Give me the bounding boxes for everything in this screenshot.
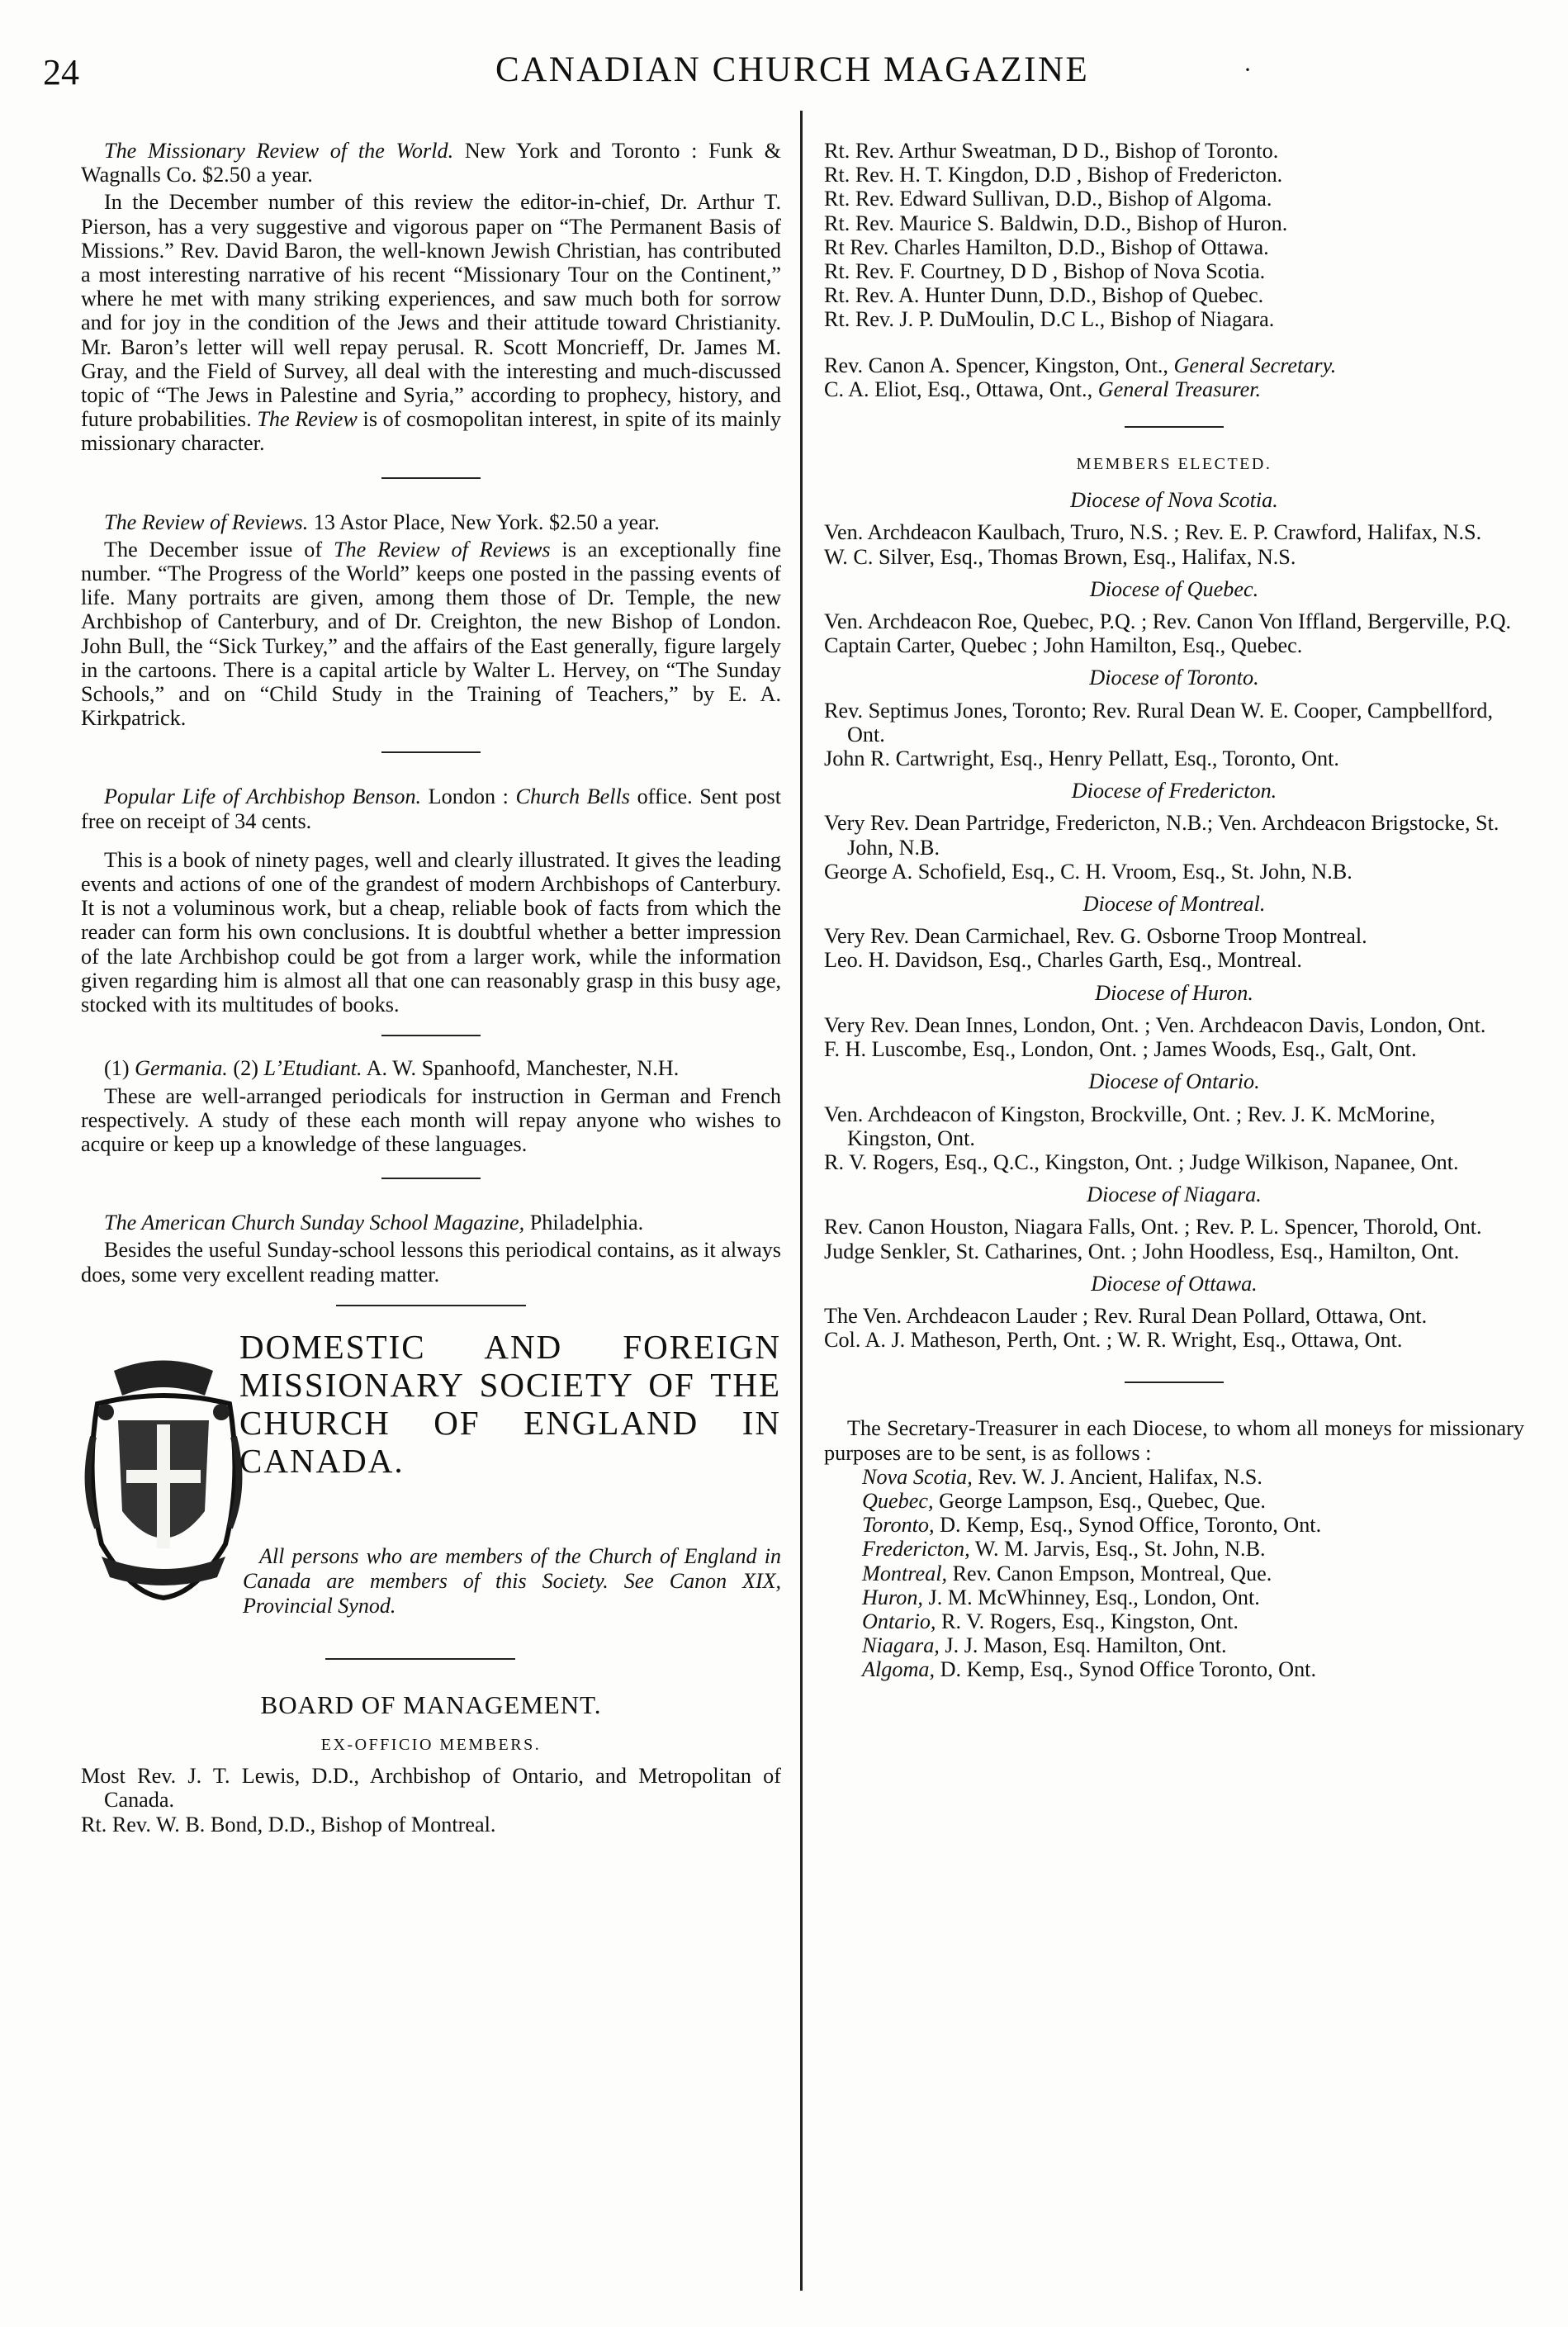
diocese-huron — [824, 981, 1524, 1062]
germania-notice — [81, 1056, 781, 1156]
treasurer-entry: Fredericton, W. M. Jarvis, Esq., St. John, N.B. — [862, 1537, 1266, 1562]
board-member: Rt. Rev. W. B. Bond, D.D., Bishop of Montreal. — [81, 1812, 496, 1836]
diocese-entry: Ven. Archdeacon of Kingston, Brockville, Ont. ; Rev. J. K. McMorine, Kingston, Ont. — [824, 1102, 1436, 1150]
section-separator — [325, 1658, 515, 1660]
diocese-heading: Diocese of Nova Scotia. — [1070, 488, 1278, 513]
notice-heading: (1) Germania. (2) L’Etudiant. A. W. Spanhoofd, Manchester, N.H. — [104, 1056, 680, 1081]
society-title: DOMESTIC AND FOREIGN MISSIONARY SOCIETY OF THE CHURCH OF ENGLAND IN CANADA. — [239, 1327, 781, 1480]
society-note: All persons who are members of the Church of England in Canada are members of this Society. See Canon XIX, Provincial Synod. — [243, 1543, 781, 1618]
officer-entry: Rev. Canon A. Spencer, Kingston, Ont., General Secretary. — [824, 353, 1337, 377]
notice-publisher: A. W. Spanhoofd, Manchester, N.H. — [362, 1056, 680, 1081]
section-separator — [381, 1178, 481, 1179]
diocese-entry: Col. A. J. Matheson, Perth, Ont. ; W. R. Wright, Esq., Ottawa, Ont. — [824, 1328, 1403, 1353]
diocese-entry: Captain Carter, Quebec ; John Hamilton, Esq., Quebec. — [824, 633, 1303, 658]
diocese-toronto — [824, 666, 1524, 770]
diocese-ontario — [824, 1069, 1524, 1174]
notice-title: The Missionary Review of the World. — [104, 139, 454, 163]
treasurers-list — [824, 1465, 1524, 1682]
notice-body: In the December number of this review the editor-in-chief, Dr. Arthur T. Pierson, has a very suggestive and vigorous paper on “The Permanent Basis of Missions.” Rev. David Baron, the well-known Jewish Christian, has contributed a most interesting narrative of his recent “Missionary Tour on the Continent,” where he met with many striking experiences, and saw much both for sorrow and for joy in the condition of the Jews and their attitude toward Christianity. Mr. Baron’s letter will well repay perusal. R. Scott Moncrieff, Dr. James M. Gray, and the Field of Survey, all deal with the interesting and much-discussed topic of “The Jews in Palestine and Syria,” according to prophecy, history, and future probabilities. The Review is of cosmopolitan interest, in spite of its mainly missionary character. — [81, 190, 781, 456]
treasurers-intro: The Secretary-Treasurer in each Diocese, to whom all moneys for missionary purposes are to be sent, is as follows : — [824, 1416, 1524, 1465]
treasurer-entry: Niagara, J. J. Mason, Esq. Hamilton, Ont. — [862, 1633, 1227, 1658]
notice-title: The Review of Reviews. — [104, 509, 309, 534]
notice-heading — [81, 510, 781, 534]
diocese-heading: Diocese of Huron. — [1095, 980, 1253, 1005]
diocese-entry: George A. Schofield, Esq., C. H. Vroom, Esq., St. John, N.B. — [824, 859, 1352, 884]
diocese-quebec — [824, 577, 1524, 658]
members-elected-heading: MEMBERS ELECTED. — [1076, 455, 1272, 474]
diocese-heading: Diocese of Fredericton. — [1071, 779, 1277, 803]
society-crest-icon — [81, 1354, 246, 1602]
society-banner — [81, 1328, 781, 1658]
treasurer-entry: Toronto, D. Kemp, Esq., Synod Office, Toronto, Ont. — [862, 1513, 1322, 1538]
notice-body: Besides the useful Sunday-school lessons this periodical contains, as it always does, some very excellent reading matter. — [81, 1238, 781, 1287]
board-title: BOARD OF MANAGEMENT. — [260, 1690, 602, 1719]
notice-title: Germania. — [135, 1056, 228, 1081]
notice-title: Popular Life of Archbishop Benson. — [104, 784, 422, 809]
notice-title: The American Church Sunday School Magazine, — [104, 1211, 525, 1235]
section-separator — [381, 1035, 481, 1036]
diocese-heading: Diocese of Toronto. — [1089, 666, 1259, 690]
diocese-heading: Diocese of Ontario. — [1088, 1069, 1260, 1094]
review-of-reviews-notice — [81, 510, 781, 731]
bishops-list — [824, 139, 1524, 332]
diocese-entry: Leo. H. Davidson, Esq., Charles Garth, Esq., Montreal. — [824, 948, 1302, 973]
left-column — [81, 139, 781, 1836]
treasurer-entry: Nova Scotia, Rev. W. J. Ancient, Halifax, N.S. — [862, 1464, 1262, 1489]
diocese-entry: Very Rev. Dean Partridge, Fredericton, N.B.; Ven. Archdeacon Brigstocke, St. John, N.B. — [824, 811, 1499, 860]
diocese-entry: Very Rev. Dean Carmichael, Rev. G. Osborne Troop Montreal. — [824, 924, 1367, 949]
notice-heading — [81, 139, 781, 187]
notice-body: The December issue of The Review of Reviews is an exceptionally fine number. “The Progress of the World” keeps one posted in the passing events of life. Many portraits are given, among them those of Dr. Temple, the new Archbishop of Canterbury, and of Dr. Creighton, the new Bishop of London. John Bull, the “Sick Turkey,” and the affairs of the East generally, figure largely in the cartoons. There is a capital article by Walter L. Hervey, on “The Sunday Schools,” and on “Child Study in the Training of Teachers,” by E. A. Kirkpatrick. — [81, 537, 781, 731]
bishop-entry: Rt. Rev. F. Courtney, D D , Bishop of Nova Scotia. — [824, 259, 1266, 284]
notice-title-2: L’Etudiant. — [263, 1056, 362, 1081]
bishop-entry: Rt. Rev. A. Hunter Dunn, D.D., Bishop of Quebec. — [824, 283, 1264, 308]
section-separator — [381, 751, 481, 753]
diocese-entry: Rev. Septimus Jones, Toronto; Rev. Rural Dean W. E. Cooper, Campbellford, Ont. — [824, 698, 1494, 746]
page-number: 24 — [43, 52, 79, 92]
treasurer-entry: Montreal, Rev. Canon Empson, Montreal, Que. — [862, 1561, 1272, 1585]
diocese-entry: F. H. Luscombe, Esq., London, Ont. ; James Woods, Esq., Galt, Ont. — [824, 1037, 1417, 1062]
treasurer-entry: Algoma, D. Kemp, Esq., Synod Office Toronto, Ont. — [862, 1657, 1317, 1682]
section-separator — [1125, 1382, 1224, 1383]
board-member: Most Rev. J. T. Lewis, D.D., Archbishop of Ontario, and Metropolitan of Canada. — [81, 1764, 781, 1813]
bishop-entry: Rt. Rev. Arthur Sweatman, D D., Bishop of Toronto. — [824, 139, 1279, 163]
diocese-heading: Diocese of Montreal. — [1082, 892, 1266, 917]
board-of-management — [81, 1690, 781, 1836]
general-officers — [824, 353, 1524, 401]
notice-heading — [81, 1211, 781, 1235]
right-column — [824, 139, 1524, 1682]
bishop-entry: Rt. Rev. H. T. Kingdon, D.D , Bishop of Fredericton. — [824, 163, 1283, 187]
diocese-heading: Diocese of Niagara. — [1087, 1182, 1262, 1207]
notice-publisher: Philadelphia. — [524, 1211, 644, 1235]
diocese-heading: Diocese of Ottawa. — [1091, 1271, 1258, 1296]
officer-entry: C. A. Eliot, Esq., Ottawa, Ont., General Treasurer. — [824, 377, 1262, 401]
notice-body: This is a book of ninety pages, well and clearly illustrated. It gives the leading events and actions of one of the grandest of modern Archbishops of Canterbury. It is not a voluminous work, but a cheap, reliable book of facts from which the reader can form his own conclusions. It is doubtful whether a better impression of the late Archbishop could be got from a larger work, while the information given regarding him is almost all that one can reasonably grasp in this busy age, stocked with its multitudes of books. — [81, 847, 781, 1017]
section-separator — [1125, 426, 1224, 428]
notice-body: These are well-arranged periodicals for instruction in German and French respectively. A study of these each month will repay anyone who wishes to acquire or keep up a knowledge of these languages. — [81, 1083, 781, 1156]
bishop-entry: Rt. Rev. J. P. DuMoulin, D.C L., Bishop of Niagara. — [824, 307, 1275, 332]
notice-publisher: 13 Astor Place, New York. $2.50 a year. — [308, 509, 660, 534]
treasurer-entry: Huron, J. M. McWhinney, Esq., London, Ont. — [862, 1585, 1260, 1609]
diocese-entry: Very Rev. Dean Innes, London, Ont. ; Ven. Archdeacon Davis, London, Ont. — [824, 1012, 1486, 1037]
bishop-entry: Rt. Rev. Maurice S. Baldwin, D.D., Bishop of Huron. — [824, 211, 1288, 235]
diocese-ottawa — [824, 1272, 1524, 1353]
american-church-notice — [81, 1211, 781, 1287]
diocese-entry: R. V. Rogers, Esq., Q.C., Kingston, Ont. ; Judge Wilkison, Napanee, Ont. — [824, 1149, 1459, 1174]
page-header — [0, 43, 1568, 92]
diocese-entry: The Ven. Archdeacon Lauder ; Rev. Rural Dean Pollard, Ottawa, Ont. — [824, 1303, 1428, 1328]
diocese-entry: Ven. Archdeacon Kaulbach, Truro, N.S. ; Rev. E. P. Crawford, Halifax, N.S. — [824, 520, 1482, 545]
notice-publisher: New York and Toronto : Funk & Wagnalls Co. $2.50 a year. — [81, 139, 781, 187]
bishop-entry: Rt Rev. Charles Hamilton, D.D., Bishop of Ottawa. — [824, 235, 1269, 259]
diocese-fredericton — [824, 779, 1524, 884]
running-title: CANADIAN CHURCH MAGAZINE — [495, 50, 1090, 89]
diocese-entry: John R. Cartwright, Esq., Henry Pellatt, Esq., Toronto, Ont. — [824, 746, 1339, 771]
diocese-nova-scotia — [824, 488, 1524, 569]
diocese-heading: Diocese of Quebec. — [1089, 576, 1259, 601]
notice-heading: Popular Life of Archbishop Benson. London : Church Bells office. Sent post free on receipt of 34 cents. — [81, 784, 782, 833]
diocese-niagara — [824, 1182, 1524, 1263]
diocese-entry: W. C. Silver, Esq., Thomas Brown, Esq., Halifax, N.S. — [824, 544, 1296, 569]
review-of-world-notice — [81, 139, 781, 456]
column-divider — [800, 111, 803, 2291]
treasurer-entry: Ontario, R. V. Rogers, Esq., Kingston, Ont. — [862, 1609, 1239, 1633]
benson-notice — [81, 784, 781, 1017]
diocese-entry: Rev. Canon Houston, Niagara Falls, Ont. ; Rev. P. L. Spencer, Thorold, Ont. — [824, 1215, 1482, 1239]
ex-officio-heading: EX-OFFICIO MEMBERS. — [320, 1735, 542, 1754]
bishop-entry: Rt. Rev. Edward Sullivan, D.D., Bishop of Algoma. — [824, 187, 1272, 211]
treasurer-entry: Quebec, George Lampson, Esq., Quebec, Que. — [862, 1488, 1266, 1513]
diocese-montreal — [824, 892, 1524, 973]
header-dot: · — [1244, 56, 1252, 83]
diocese-entry: Judge Senkler, St. Catharines, Ont. ; John Hoodless, Esq., Hamilton, Ont. — [824, 1239, 1460, 1263]
section-separator — [336, 1305, 526, 1306]
diocese-entry: Ven. Archdeacon Roe, Quebec, P.Q. ; Rev. Canon Von Iffland, Bergerville, P.Q. — [824, 609, 1512, 634]
treasurers-section — [824, 1416, 1524, 1681]
section-separator — [381, 477, 481, 479]
